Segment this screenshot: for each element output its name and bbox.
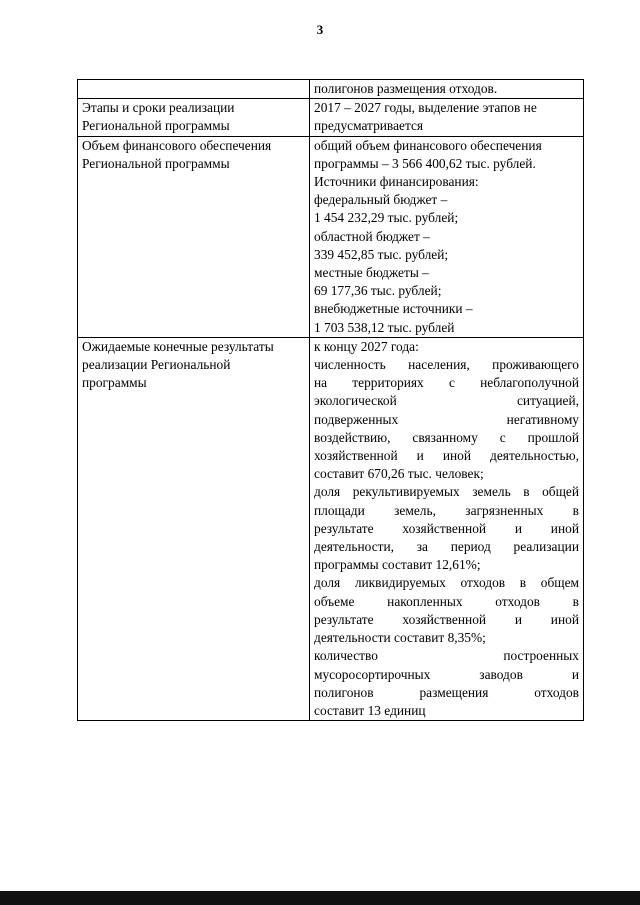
value-line: программы – 3 566 400,62 тыс. рублей. [314, 155, 536, 171]
label-line: программы [82, 375, 147, 391]
value-line: на территориях с неблагополучной [314, 375, 579, 391]
value-line: составит 670,26 тыс. человек; [314, 466, 484, 482]
value-line: количество построенных [314, 648, 579, 664]
table-row [78, 337, 584, 720]
row-value-cell [310, 99, 584, 136]
row-label-cell [78, 136, 310, 337]
value-line: программы составит 12,61%; [314, 557, 481, 573]
scan-edge-strip [0, 891, 640, 905]
value-line: площади земель, загрязненных в [314, 502, 579, 518]
value-line: хозяйственной и иной деятельностью, [314, 448, 579, 464]
row-value-cell [310, 80, 584, 99]
table-row [78, 80, 584, 99]
value-line: результате хозяйственной и иной [314, 611, 579, 627]
value-line: подверженных негативному [314, 411, 579, 427]
value-line: экологической ситуацией, [314, 393, 579, 409]
value-line: 69 177,36 тыс. рублей; [314, 283, 442, 299]
row-label-cell [78, 99, 310, 136]
value-line: областной бюджет – [314, 228, 430, 244]
value-line: воздействию, связанному с прошлой [314, 429, 579, 445]
row-label-cell [78, 80, 310, 99]
value-line: результате хозяйственной и иной [314, 520, 579, 536]
value-line: общий объем финансового обеспечения [314, 137, 542, 153]
value-line: мусоросортирочных заводов и [314, 666, 579, 682]
value-line: 339 452,85 тыс. рублей; [314, 246, 449, 262]
page-number: 3 [316, 22, 324, 37]
value-line: 1 703 538,12 тыс. рублей [314, 319, 455, 335]
value-line: численность населения, проживающего [314, 357, 579, 373]
label-line: Региональной программы [82, 155, 230, 171]
passport-table [77, 79, 584, 721]
value-line: деятельности составит 8,35%; [314, 630, 486, 646]
label-line: Ожидаемые конечные результаты [82, 338, 274, 354]
value-line: доля ликвидируемых отходов в общем [314, 575, 579, 591]
value-line: Источники финансирования: [314, 174, 479, 190]
value-line: доля рекультивируемых земель в общей [314, 484, 579, 500]
value-line: внебюджетные источники – [314, 301, 473, 317]
value-line: объеме накопленных отходов в [314, 593, 579, 609]
value-line: 2017 – 2027 годы, выделение этапов не [314, 100, 537, 116]
value-line: составит 13 единиц [314, 702, 426, 718]
row-value-cell [310, 136, 584, 337]
value-line: предусматривается [314, 118, 424, 134]
row-label-cell [78, 337, 310, 720]
label-line: реализации Региональной [82, 357, 231, 373]
value-line: федеральный бюджет – [314, 192, 448, 208]
value-line: 1 454 232,29 тыс. рублей; [314, 210, 459, 226]
table-row [78, 99, 584, 136]
value-line: полигонов размещения отходов [314, 684, 579, 700]
label-line: Объем финансового обеспечения [82, 137, 272, 153]
table-row [78, 136, 584, 337]
row-value-cell [310, 337, 584, 720]
value-line: полигонов размещения отходов. [314, 81, 498, 96]
label-line: Этапы и сроки реализации [82, 100, 235, 116]
value-line: местные бюджеты – [314, 265, 429, 281]
label-line: Региональной программы [82, 118, 230, 134]
value-line: деятельности, за период реализации [314, 539, 579, 555]
value-line: к концу 2027 года: [314, 338, 419, 354]
